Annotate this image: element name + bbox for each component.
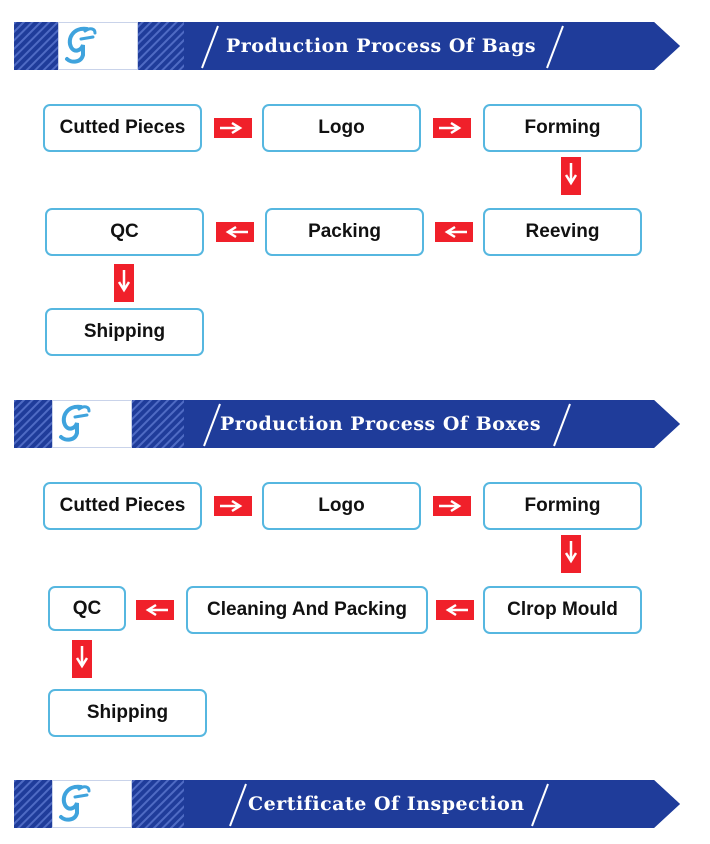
company-logo <box>52 400 132 448</box>
arrow-left-icon <box>436 600 474 620</box>
arrow-right-icon <box>433 496 471 516</box>
company-logo <box>58 22 138 70</box>
step-cleaning-and-packing: Cleaning And Packing <box>186 586 428 634</box>
arrow-right-icon <box>214 496 252 516</box>
arrow-down-icon <box>561 535 581 573</box>
step-forming: Forming <box>483 104 642 152</box>
step-clrop-mould: Clrop Mould <box>483 586 642 634</box>
arrow-left-icon <box>216 222 254 242</box>
step-cutted-pieces: Cutted Pieces <box>43 482 202 530</box>
step-qc: QC <box>48 586 126 631</box>
step-reeving: Reeving <box>483 208 642 256</box>
logo-icon <box>53 401 93 443</box>
step-logo: Logo <box>262 104 421 152</box>
section-banner <box>14 400 680 448</box>
step-shipping: Shipping <box>45 308 204 356</box>
step-shipping: Shipping <box>48 689 207 737</box>
section-banner <box>14 22 680 70</box>
step-qc: QC <box>45 208 204 256</box>
section-title: Production Process Of Bags <box>226 35 537 57</box>
step-packing: Packing <box>265 208 424 256</box>
section-title: Certificate Of Inspection <box>248 793 525 815</box>
arrow-right-icon <box>433 118 471 138</box>
section-title: Production Process Of Boxes <box>220 413 542 435</box>
section-banner <box>14 780 680 828</box>
arrow-down-icon <box>561 157 581 195</box>
logo-icon <box>59 23 99 65</box>
arrow-down-icon <box>72 640 92 678</box>
step-logo: Logo <box>262 482 421 530</box>
step-cutted-pieces: Cutted Pieces <box>43 104 202 152</box>
arrow-down-icon <box>114 264 134 302</box>
arrow-left-icon <box>435 222 473 242</box>
step-forming: Forming <box>483 482 642 530</box>
company-logo <box>52 780 132 828</box>
arrow-left-icon <box>136 600 174 620</box>
logo-icon <box>53 781 93 823</box>
arrow-right-icon <box>214 118 252 138</box>
